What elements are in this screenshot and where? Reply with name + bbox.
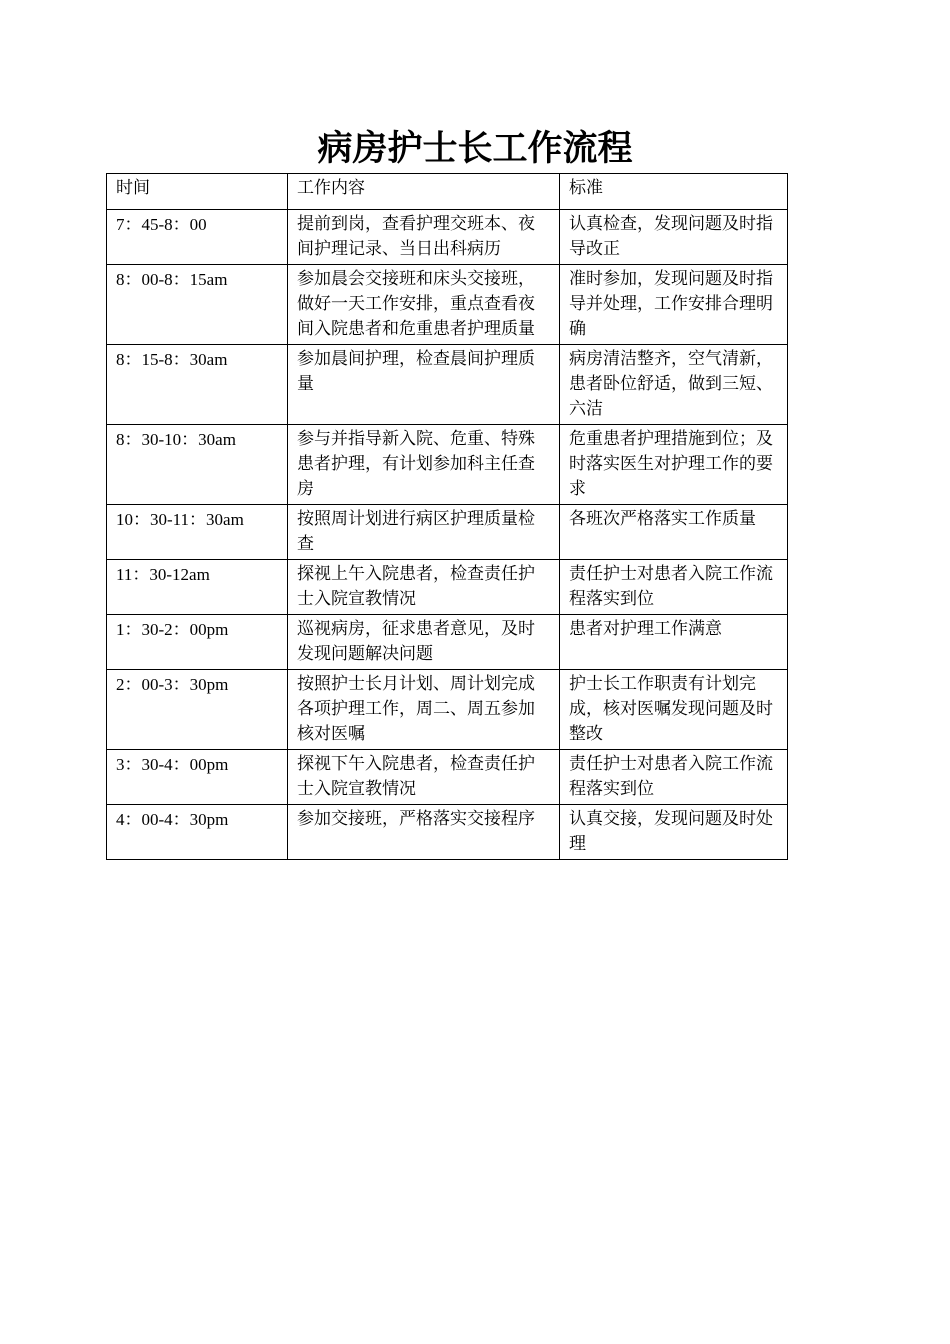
table-row (107, 750, 788, 805)
table-row (107, 805, 788, 860)
table-row (107, 560, 788, 615)
cell-time: 2：00-3：30pm (107, 670, 288, 750)
cell-content: 参加晨会交接班和床头交接班，做好一天工作安排，重点查看夜间入院患者和危重患者护理质量 (288, 265, 560, 345)
cell-content: 探视下午入院患者，检查责任护士入院宣教情况 (288, 750, 560, 805)
cell-content: 按照护士长月计划、周计划完成各项护理工作，周二、周五参加核对医嘱 (288, 670, 560, 750)
table-row (107, 425, 788, 505)
workflow-table (106, 173, 788, 860)
table-row (107, 265, 788, 345)
cell-time: 4：00-4：30pm (107, 805, 288, 860)
cell-content: 按照周计划进行病区护理质量检查 (288, 505, 560, 560)
table-row (107, 345, 788, 425)
header-content: 工作内容 (288, 174, 560, 210)
cell-standard: 各班次严格落实工作质量 (560, 505, 788, 560)
cell-standard: 责任护士对患者入院工作流程落实到位 (560, 750, 788, 805)
cell-time: 11：30-12am (107, 560, 288, 615)
cell-time: 1：30-2：00pm (107, 615, 288, 670)
table-header-row (107, 174, 788, 210)
cell-content: 参加交接班，严格落实交接程序 (288, 805, 560, 860)
cell-time: 8：00-8：15am (107, 265, 288, 345)
cell-standard: 认真交接，发现问题及时处理 (560, 805, 788, 860)
cell-time: 7：45-8：00 (107, 210, 288, 265)
cell-time: 3：30-4：00pm (107, 750, 288, 805)
cell-time: 10：30-11：30am (107, 505, 288, 560)
header-standard: 标准 (560, 174, 788, 210)
cell-content: 提前到岗，查看护理交班本、夜间护理记录、当日出科病历 (288, 210, 560, 265)
cell-content: 巡视病房，征求患者意见，及时发现问题解决问题 (288, 615, 560, 670)
table-row (107, 505, 788, 560)
cell-standard: 准时参加，发现问题及时指导并处理，工作安排合理明确 (560, 265, 788, 345)
cell-content: 参与并指导新入院、危重、特殊患者护理，有计划参加科主任查房 (288, 425, 560, 505)
cell-standard: 患者对护理工作满意 (560, 615, 788, 670)
cell-standard: 病房清洁整齐，空气清新，患者卧位舒适，做到三短、六洁 (560, 345, 788, 425)
header-time: 时间 (107, 174, 288, 210)
cell-content: 参加晨间护理，检查晨间护理质量 (288, 345, 560, 425)
cell-time: 8：30-10：30am (107, 425, 288, 505)
cell-content: 探视上午入院患者，检查责任护士入院宣教情况 (288, 560, 560, 615)
page-title: 病房护士长工作流程 (317, 129, 633, 169)
table-row (107, 670, 788, 750)
table-row (107, 210, 788, 265)
cell-standard: 认真检查，发现问题及时指导改正 (560, 210, 788, 265)
cell-standard: 责任护士对患者入院工作流程落实到位 (560, 560, 788, 615)
table-row (107, 615, 788, 670)
cell-time: 8：15-8：30am (107, 345, 288, 425)
cell-standard: 护士长工作职责有计划完成，核对医嘱发现问题及时整改 (560, 670, 788, 750)
cell-standard: 危重患者护理措施到位；及时落实医生对护理工作的要求 (560, 425, 788, 505)
